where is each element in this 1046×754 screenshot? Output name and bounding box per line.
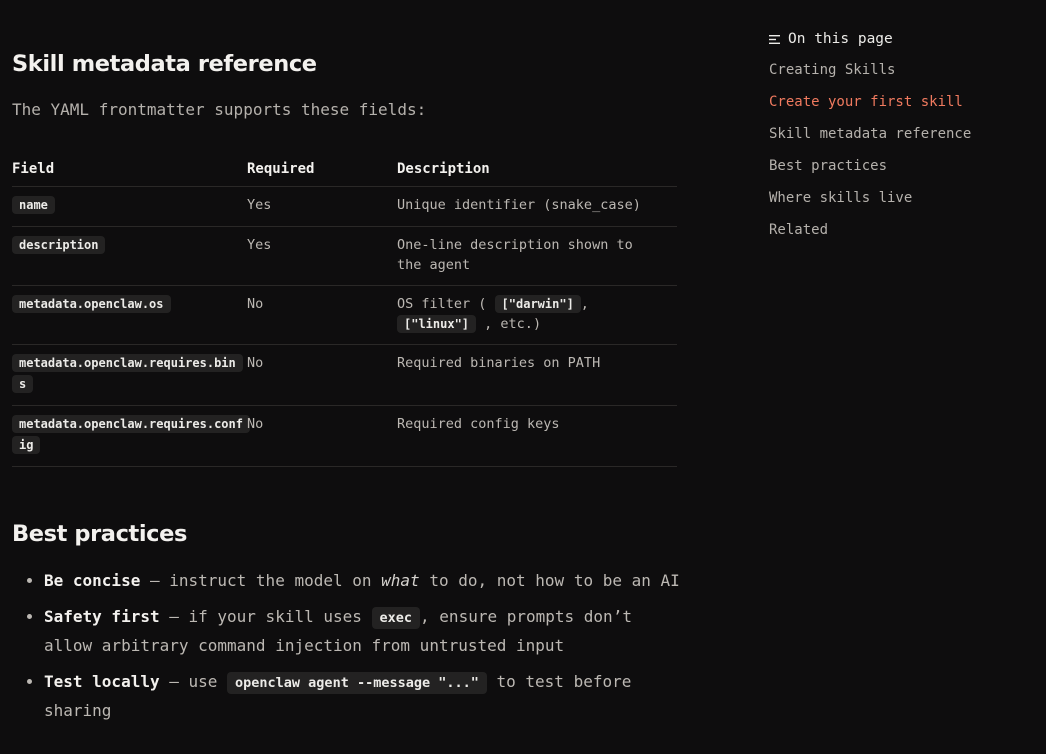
field-code: metadata.openclaw.os [12, 295, 171, 313]
required-cell: Yes [247, 227, 397, 286]
table-header-row [12, 158, 677, 187]
toc-link-where-skills-live[interactable]: Where skills live [769, 190, 913, 206]
column-header-description: Description [397, 158, 677, 187]
required-cell: No [247, 286, 397, 345]
required-cell: Yes [247, 187, 397, 227]
list-item-text: — instruct the model on [140, 571, 382, 590]
description-cell: Unique identifier (snake_case) [397, 187, 677, 227]
list-item-text: — if your skill uses [159, 607, 372, 626]
list-item [44, 668, 680, 725]
column-header-required: Required [247, 158, 397, 187]
list-indent-icon [769, 34, 780, 45]
metadata-table [12, 158, 677, 467]
description-text: , [580, 296, 589, 312]
list-item [44, 567, 680, 595]
toc-list [769, 54, 1029, 246]
toc-link-creating-skills[interactable]: Creating Skills [769, 62, 896, 78]
inline-code: openclaw agent --message "..." [227, 672, 487, 694]
description-cell [397, 286, 677, 345]
required-cell: No [247, 345, 397, 406]
list-item [44, 603, 680, 660]
description-text: , etc.) [484, 316, 542, 332]
inline-code: exec [372, 607, 421, 629]
description-text: OS filter ( [397, 296, 487, 312]
field-code: metadata.openclaw.requires.config [12, 415, 250, 454]
list-item-text: , ensure prompts don’t allow arbitrary command injection from untrusted input [44, 607, 632, 655]
list-item-text: — use [159, 672, 228, 691]
list-item-text: to do, not how to be an AI [419, 571, 680, 590]
toc-link-related[interactable]: Related [769, 222, 829, 238]
description-cell: Required binaries on PATH [397, 345, 677, 406]
description-cell: One-line description shown to the agent [397, 227, 677, 286]
inline-code: ["linux"] [397, 315, 476, 333]
table-row [12, 345, 677, 406]
table-row [12, 406, 677, 467]
field-code: name [12, 196, 55, 214]
best-practices-list [12, 567, 680, 733]
list-item-title: Test locally [44, 672, 160, 691]
section-heading-best-practices: Best practices [12, 521, 187, 547]
description-cell: Required config keys [397, 406, 677, 467]
section-intro: The YAML frontmatter supports these fields: [12, 100, 427, 119]
toc-link-create-first-skill[interactable]: Create your first skill [769, 94, 963, 110]
list-item-text: to test before sharing [44, 672, 632, 720]
required-cell: No [247, 406, 397, 467]
list-item-emphasis: what [381, 571, 420, 590]
column-header-field: Field [12, 158, 247, 187]
field-code: metadata.openclaw.requires.bins [12, 354, 243, 393]
section-heading-metadata: Skill metadata reference [12, 51, 317, 77]
list-item-title: Be concise [44, 571, 141, 590]
table-row [12, 286, 677, 345]
list-item-title: Safety first [44, 607, 160, 626]
toc-link-skill-metadata-reference[interactable]: Skill metadata reference [769, 126, 972, 142]
toc-title: On this page [788, 31, 893, 47]
table-row [12, 187, 677, 227]
field-code: description [12, 236, 105, 254]
table-row [12, 227, 677, 286]
inline-code: ["darwin"] [495, 295, 581, 313]
table-of-contents [769, 28, 1029, 246]
toc-link-best-practices[interactable]: Best practices [769, 158, 888, 174]
toc-header [769, 28, 1029, 50]
